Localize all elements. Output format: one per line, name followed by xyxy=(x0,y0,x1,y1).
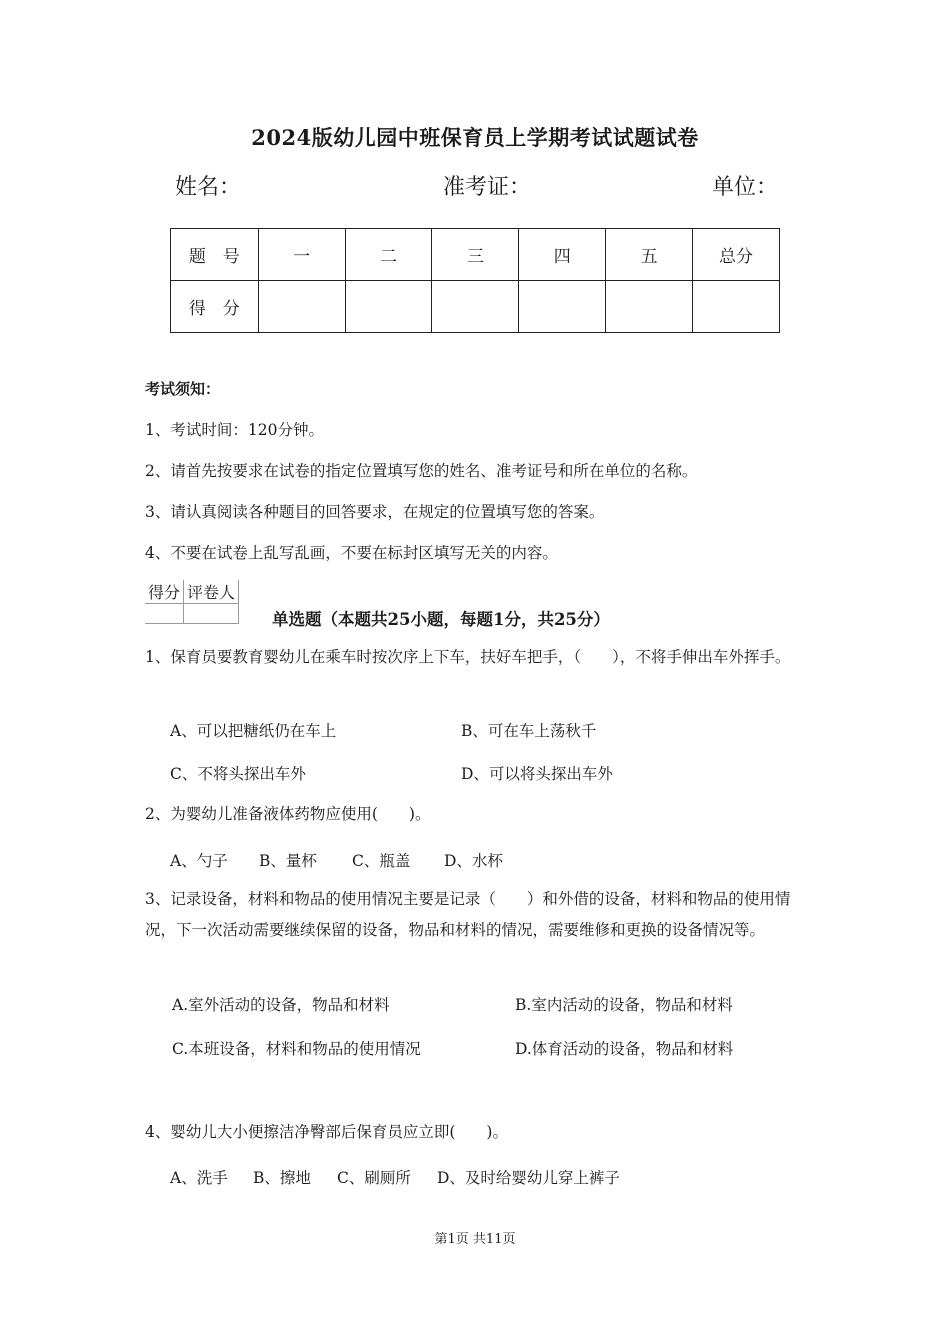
score-table-cell: 总分 xyxy=(693,229,780,281)
grader-score-label: 得分 xyxy=(145,580,184,604)
grader-reviewer-label: 评卷人 xyxy=(184,580,239,604)
grader-score-cell[interactable] xyxy=(145,604,184,624)
score-input-cell[interactable] xyxy=(693,281,780,333)
option: C.本班设备，材料和物品的使用情况 xyxy=(172,1040,421,1058)
score-table-cell: 二 xyxy=(345,229,432,281)
score-input-cell[interactable] xyxy=(606,281,693,333)
question-text: 3、记录设备，材料和物品的使用情况主要是记录（ ）和外借的设备，材料和物品的使用情况，下一次活动需要继续保留的设备，物品和材料的情况，需要维修和更换的设备情况等。 xyxy=(145,890,791,939)
option: D、及时给婴幼儿穿上裤子 xyxy=(437,1169,620,1187)
grader-reviewer-cell[interactable] xyxy=(184,604,239,624)
score-table-cell: 三 xyxy=(432,229,519,281)
option: C、刷厕所 xyxy=(337,1169,411,1187)
score-row-label: 得 分 xyxy=(171,281,259,333)
option: C、不将头探出车外 xyxy=(170,765,306,783)
question-text: 4、婴幼儿大小便擦洁净臀部后保育员应立即( )。 xyxy=(145,1123,508,1141)
option: D、可以将头探出车外 xyxy=(461,765,613,783)
option: A、勺子 xyxy=(170,852,228,870)
score-table-cell: 题 号 xyxy=(171,229,259,281)
note-item: 1、考试时间：120分钟。 xyxy=(145,421,324,439)
note-item: 2、请首先按要求在试卷的指定位置填写您的姓名、准考证号和所在单位的名称。 xyxy=(145,462,698,480)
note-item: 3、请认真阅读各种题目的回答要求，在规定的位置填写您的答案。 xyxy=(145,503,605,521)
option: B、可在车上荡秋千 xyxy=(461,722,597,740)
page-footer: 第1页 共11页 xyxy=(434,1232,516,1247)
option: D、水杯 xyxy=(444,852,503,870)
score-table-score-row xyxy=(171,281,780,333)
score-table-cell: 五 xyxy=(606,229,693,281)
score-input-cell[interactable] xyxy=(345,281,432,333)
grader-box xyxy=(145,580,239,624)
question-text: 1、保育员要教育婴幼儿在乘车时按次序上下车，扶好车把手，（ ），不将手伸出车外挥手。 xyxy=(145,648,791,666)
option: A.室外活动的设备，物品和材料 xyxy=(172,996,390,1014)
note-item: 4、不要在试卷上乱写乱画，不要在标封区填写无关的内容。 xyxy=(145,544,558,562)
option: A、可以把糖纸仍在车上 xyxy=(170,722,337,740)
section-title: 单选题（本题共25小题，每题1分，共25分） xyxy=(272,610,610,629)
score-table-header-row xyxy=(171,229,780,281)
unit-label: 单位： xyxy=(712,175,779,200)
exam-title: 2024版幼儿园中班保育员上学期考试试题试卷 xyxy=(251,125,699,150)
option: B、量杯 xyxy=(259,852,317,870)
score-input-cell[interactable] xyxy=(432,281,519,333)
exam-id-label: 准考证： xyxy=(443,175,532,200)
score-table-cell: 四 xyxy=(519,229,606,281)
notes-heading: 考试须知： xyxy=(145,380,221,398)
option: C、瓶盖 xyxy=(352,852,411,870)
option: A、洗手 xyxy=(170,1169,228,1187)
option: B、擦地 xyxy=(253,1169,311,1187)
score-table xyxy=(170,228,780,333)
question-text: 2、为婴幼儿准备液体药物应使用( )。 xyxy=(145,805,431,823)
score-table-cell: 一 xyxy=(258,229,345,281)
score-input-cell[interactable] xyxy=(258,281,345,333)
score-input-cell[interactable] xyxy=(519,281,606,333)
option: B.室内活动的设备，物品和材料 xyxy=(515,996,733,1014)
name-label: 姓名： xyxy=(175,175,242,200)
option: D.体育活动的设备，物品和材料 xyxy=(515,1040,734,1058)
